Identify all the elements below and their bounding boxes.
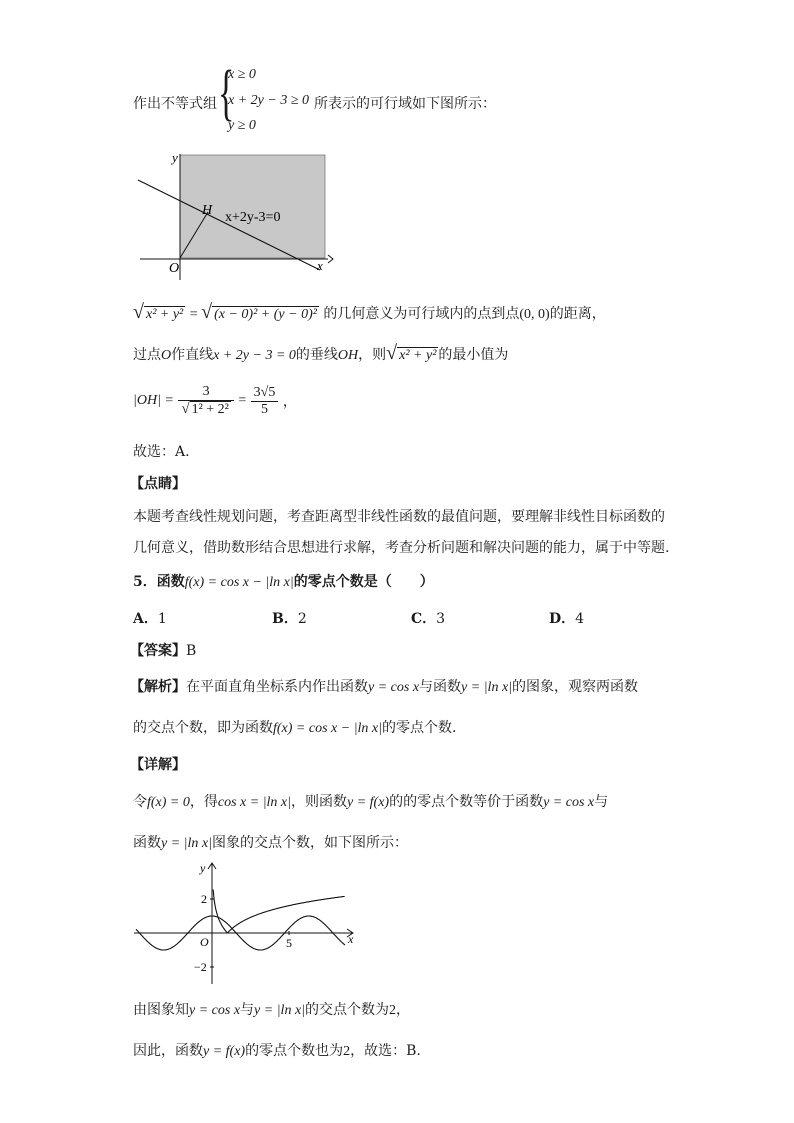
p2-rhs: (x − 0)² + (y − 0)²	[214, 307, 317, 322]
x-axis-label: x	[348, 932, 354, 946]
option-a: A．1	[133, 611, 167, 627]
p2-lhs: x² + y²	[145, 307, 184, 322]
conclusion-line2: 因此，函数y = f(x)的零点个数也为2，故选：B.	[133, 1043, 421, 1059]
p2-line: √ x² + y² = √ (x − 0)² + (y − 0)² 的几何意义为可行域内的点到点(0, 0)的距离，	[133, 301, 606, 323]
y-axis-label: y	[172, 150, 178, 165]
tick-label-5: 5	[286, 936, 292, 950]
conclusion-line1: 由图象知y = cos x与y = |ln x|的交点个数为2，	[133, 1002, 411, 1018]
option-b: B．2	[272, 611, 307, 627]
analysis-line1: 【解析】在平面直角坐标系内作出函数y = cos x与函数y = |ln x|的图象，观察两函数	[130, 679, 639, 695]
option-c: C．3	[411, 611, 446, 627]
p5-choice: 故选：A.	[133, 444, 190, 460]
fraction-1: $\frac{3}{\text{√ 1² + 2²}}$	[178, 384, 234, 418]
p6-line2: 几何意义，借助数形结合思想进行求解，考查分析问题和解决问题的能力，属于中等题.	[133, 540, 670, 556]
point-h-label: H	[202, 203, 213, 218]
p1-prefix: 作出不等式组	[133, 96, 217, 112]
feasible-region-figure	[130, 148, 340, 280]
origin-label: O	[200, 935, 209, 949]
p2-text2: 的距离，	[549, 306, 606, 322]
line-equation-label: x+2y-3=0	[225, 210, 281, 225]
detail-line2: 函数y = |ln x|图象的交点个数，如下图所示：	[133, 835, 408, 851]
x-axis-label: x	[317, 258, 323, 273]
heading-dianjing: 【点睛】	[130, 476, 186, 492]
analysis-line2: 的交点个数，即为函数f(x) = cos x − |ln x|的零点个数.	[133, 720, 457, 736]
tick-label-neg2: −2	[194, 960, 207, 974]
function-graph-figure	[130, 858, 365, 988]
y-axis-label: y	[200, 861, 206, 875]
p6-line1: 本题考查线性规划问题，考查距离型非线性函数的最值问题，要理解非线性目标函数的	[133, 509, 665, 525]
heading-xiangjie: 【详解】	[130, 757, 186, 773]
tick-label-2: 2	[201, 892, 207, 906]
ineq-1: x ≥ 0	[228, 67, 256, 82]
left-brace: {	[218, 59, 235, 127]
origin-label: O	[169, 261, 180, 276]
ineq-2: x + 2y − 3 ≥ 0	[228, 93, 310, 108]
ineq-3: y ≥ 0	[228, 118, 256, 133]
option-d: D．4	[549, 611, 585, 627]
detail-line1: 令f(x) = 0，得cos x = |ln x|，则函数y = f(x)的的零点个数等价于函数y = cos x与	[133, 794, 609, 810]
question-5: 5．函数f(x) = cos x − |ln x|的零点个数是（ ）	[133, 574, 434, 590]
x-axis-arrow	[328, 255, 333, 263]
p4-formula: |OH| = $\frac{3}{\text{√ 1² + 2²}}$ = $\frac{3√5}{5}$ ，	[133, 384, 297, 417]
p3-line: 过点O作直线x + 2y − 3 = 0的垂线OH，则√ x² + y² 的最小值为	[133, 342, 509, 364]
p2-text1: 的几何意义为可行域内的点到点	[323, 306, 520, 322]
answer-line: 【答案】B	[130, 643, 197, 659]
oh-lhs: |OH| =	[133, 393, 174, 408]
abs-ln-curve	[213, 890, 345, 933]
p2-point: (0, 0)	[519, 307, 550, 322]
p1-suffix: 所表示的可行域如下图所示：	[314, 96, 496, 112]
fraction-2: $\frac{3√5}{5}$	[251, 385, 279, 418]
